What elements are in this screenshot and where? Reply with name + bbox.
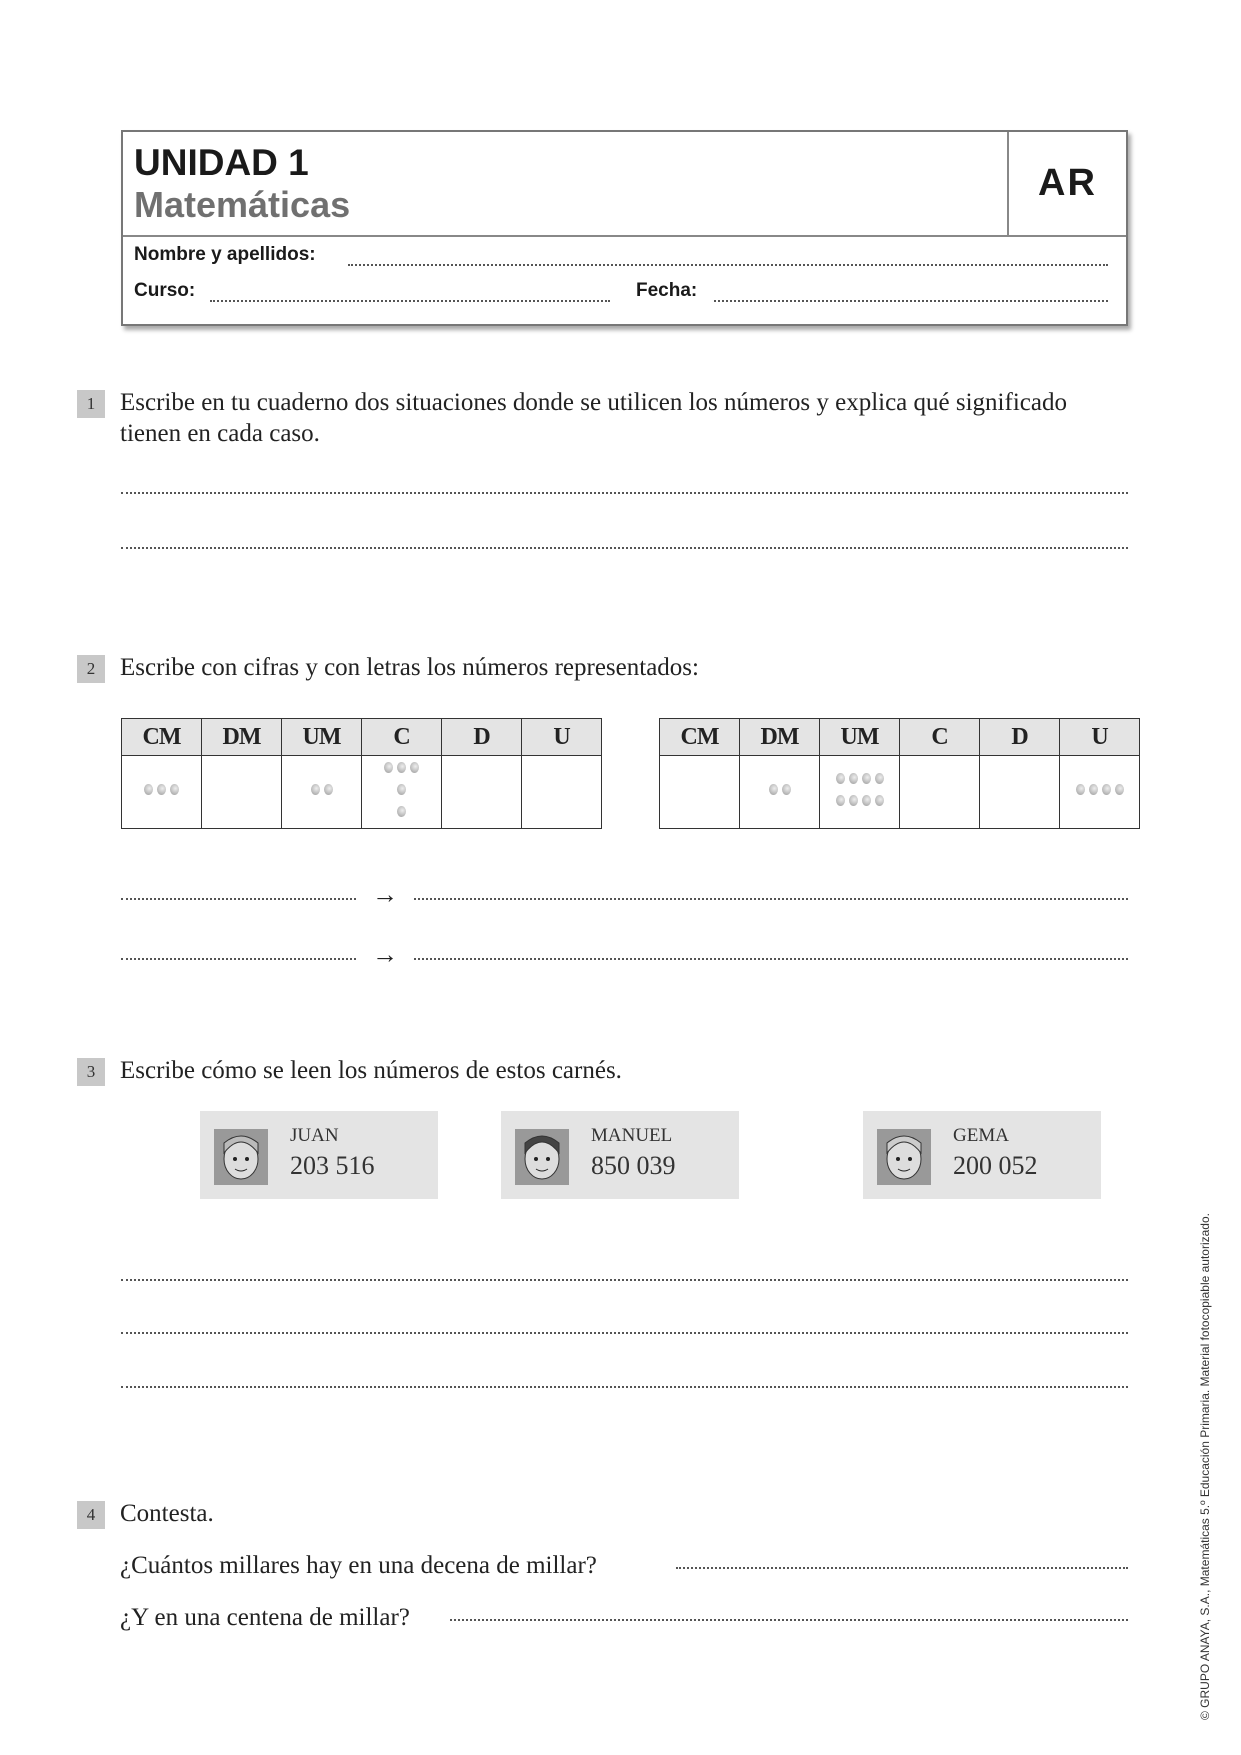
column-header: D <box>980 719 1060 756</box>
column-header: C <box>362 719 442 756</box>
arrow-icon: → <box>372 940 398 969</box>
column-cell <box>900 756 980 829</box>
column-cell <box>980 756 1060 829</box>
arrow-icon: → <box>372 880 398 909</box>
face-icon <box>214 1129 268 1185</box>
name-label: Nombre y apellidos: <box>134 244 316 265</box>
answer-line[interactable] <box>676 1567 1128 1569</box>
card-name: GEMA <box>953 1125 1009 1146</box>
column-cell <box>1060 756 1140 829</box>
answer-line[interactable] <box>121 492 1128 494</box>
card-name: JUAN <box>290 1125 339 1146</box>
bead <box>1089 784 1098 795</box>
bead <box>157 784 166 795</box>
bead <box>836 795 845 806</box>
bead <box>875 773 884 784</box>
id-card <box>863 1111 1101 1199</box>
bead <box>1115 784 1124 795</box>
bead <box>875 795 884 806</box>
question-text: Escribe con cifras y con letras los números representados: <box>120 654 699 681</box>
answer-line[interactable] <box>121 547 1128 549</box>
card-number: 203 516 <box>290 1151 375 1180</box>
id-card <box>200 1111 438 1199</box>
bead <box>144 784 153 795</box>
unit-title: UNIDAD 1 <box>134 142 309 183</box>
digits-answer-line[interactable] <box>121 958 356 960</box>
title-area <box>123 132 1126 237</box>
digits-answer-line[interactable] <box>121 898 356 900</box>
question-text: Escribe cómo se leen los números de estos carnés. <box>120 1057 622 1084</box>
column-header: UM <box>282 719 362 756</box>
bead <box>397 784 406 795</box>
bead <box>384 762 393 773</box>
name-field[interactable] <box>348 264 1108 266</box>
subject-title: Matemáticas <box>134 184 351 225</box>
column-cell <box>122 756 202 829</box>
bead <box>397 762 406 773</box>
column-cell <box>362 756 442 829</box>
words-answer-line[interactable] <box>414 898 1128 900</box>
question-number: 1 <box>77 390 105 418</box>
column-cell <box>282 756 362 829</box>
question-number: 3 <box>77 1058 105 1086</box>
column-cell <box>202 756 282 829</box>
date-field[interactable] <box>714 300 1108 302</box>
column-header: DM <box>740 719 820 756</box>
date-label: Fecha: <box>636 280 698 301</box>
face-icon <box>515 1129 569 1185</box>
header-box <box>121 130 1128 326</box>
bead <box>849 773 858 784</box>
id-card <box>501 1111 739 1199</box>
question-number: 2 <box>77 655 105 683</box>
question-number: 4 <box>77 1501 105 1529</box>
bead <box>1076 784 1085 795</box>
bead <box>311 784 320 795</box>
column-header: UM <box>820 719 900 756</box>
answer-line[interactable] <box>121 1386 1128 1388</box>
bead <box>862 773 871 784</box>
column-header: U <box>1060 719 1140 756</box>
bead <box>324 784 333 795</box>
bead <box>410 762 419 773</box>
abacus-table-1 <box>121 718 602 829</box>
column-cell <box>820 756 900 829</box>
course-field[interactable] <box>210 300 610 302</box>
question-text: Contesta. <box>120 1500 214 1527</box>
column-cell <box>660 756 740 829</box>
course-label: Curso: <box>134 280 196 301</box>
column-header: CM <box>660 719 740 756</box>
bead <box>849 795 858 806</box>
bead <box>782 784 791 795</box>
column-cell <box>740 756 820 829</box>
level-badge: AR <box>1007 132 1126 235</box>
column-header: U <box>522 719 602 756</box>
words-answer-line[interactable] <box>414 958 1128 960</box>
column-header: CM <box>122 719 202 756</box>
question-a: ¿Cuántos millares hay en una decena de millar? <box>120 1552 597 1579</box>
card-number: 200 052 <box>953 1151 1038 1180</box>
bead <box>769 784 778 795</box>
answer-line[interactable] <box>121 1332 1128 1334</box>
face-icon <box>877 1129 931 1185</box>
copyright-note: © GRUPO ANAYA, S.A., Matemáticas 5.º Educación Primaria. Material fotocopiable autorizado. <box>1198 1213 1212 1720</box>
column-cell <box>522 756 602 829</box>
abacus-table-2 <box>659 718 1140 829</box>
bead <box>397 806 406 817</box>
bead <box>170 784 179 795</box>
column-header: D <box>442 719 522 756</box>
answer-line[interactable] <box>121 1279 1128 1281</box>
bead <box>862 795 871 806</box>
column-header: DM <box>202 719 282 756</box>
question-b: ¿Y en una centena de millar? <box>120 1604 410 1631</box>
bead <box>836 773 845 784</box>
column-cell <box>442 756 522 829</box>
bead <box>1102 784 1111 795</box>
card-number: 850 039 <box>591 1151 676 1180</box>
card-name: MANUEL <box>591 1125 673 1146</box>
question-text: Escribe en tu cuaderno dos situaciones donde se utilicen los números y explica qué significado tienen en cada caso. <box>120 389 1067 447</box>
answer-line[interactable] <box>450 1619 1128 1621</box>
column-header: C <box>900 719 980 756</box>
